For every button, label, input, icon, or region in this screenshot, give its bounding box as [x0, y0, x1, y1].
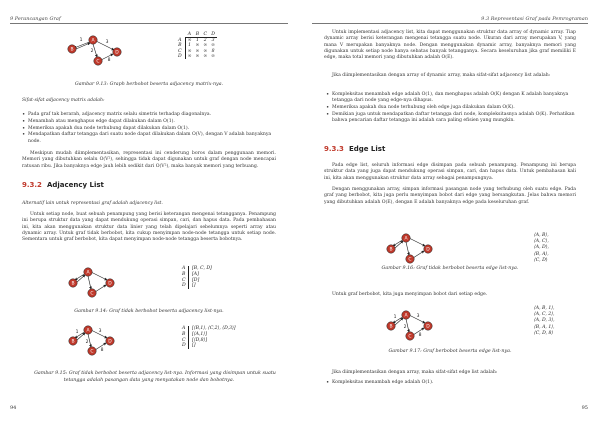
- weight-label: 1: [393, 315, 397, 320]
- paragraph: Jika diimplementasikan dengan array, maka sifat-sifat edge list adalah:: [332, 370, 498, 375]
- list-item: D []: [182, 343, 196, 349]
- node-d-label: D: [108, 281, 112, 287]
- node-b-label: B: [389, 247, 393, 253]
- paragraph: Dengan menggunakan array, simpan informasi pasangan node yang terhubung oleh suatu edge. Pada graf yang berbobot, kita juga perlu menyimpan bobot dari edge yang bersangkutan. Jelas bahwa memori yang dibutuhkan adalah O(E), dengan E adalah banyaknya edge pada keseluruhan graf.: [324, 187, 576, 205]
- node-c-label: C: [408, 257, 412, 263]
- edge-list-properties: [326, 380, 576, 387]
- list-item: A [B, C, D]: [182, 266, 212, 271]
- fig17-weighted-graph: [384, 305, 444, 347]
- node-a-label: A: [404, 313, 408, 319]
- list-item: ⟨A, B, 1⟩,: [534, 306, 555, 311]
- list-item: • Memeriksa apakah dua node terhubung oleh edge juga dilakukan dalam O(K).: [326, 105, 576, 111]
- matrix-col-header: A: [185, 32, 193, 38]
- fig13-weighted-graph: [64, 30, 134, 72]
- props-intro: Sifat-sifat adjacency matrix adalah:: [22, 98, 105, 103]
- weight-label: 2: [85, 340, 89, 345]
- list-item: A [⟨B,1⟩, ⟨C,2⟩, ⟨D,3⟩]: [182, 326, 236, 331]
- list-item: • Pada graf tak berarah, adjacency matrix selalu simetris terhadap diagonalnya.: [22, 112, 276, 118]
- node-c-label: C: [90, 291, 94, 297]
- weight-label: 8: [107, 58, 111, 63]
- right-header-rule: [312, 23, 588, 24]
- node-d-label: D: [426, 247, 430, 253]
- adjacency-matrix-properties: [22, 112, 276, 145]
- node-d-label: D: [426, 324, 430, 330]
- right-page-number: 95: [581, 405, 588, 411]
- fig15-caption-line1: Gambar 9.15: Graf tidak berbobot beserta adjacency list-nya. Informasi yang disimpan untuk suatu: [34, 371, 276, 376]
- fig16-edge-list: [534, 233, 549, 264]
- fig16-caption: Gambar 9.16: Graf tidak berbobot beserta edge list-nya.: [381, 266, 519, 271]
- list-item: C [⟨D,8⟩]: [182, 337, 208, 343]
- list-item: • Menambah atau menghapus edge dapat dilakukan dalam O(1).: [22, 119, 276, 125]
- section-heading-edge-list: 9.3.3 Edge List: [324, 145, 386, 153]
- node-a-label: A: [91, 38, 95, 44]
- section-heading-adjacency-list: 9.3.2 Adjacency List: [22, 181, 104, 189]
- alt-note: Alternatif lain untuk representasi graf adalah adjacency list.: [22, 201, 163, 206]
- fig14-adjacency-list: [182, 266, 212, 289]
- paragraph: Pada edge list, seluruh informasi edge disimpan pada sebuah penampung. Penampung ini berupa struktur data yang juga dapat mendukung operasi simpan, cari, dan hapus data. Untuk pembahasan kali ini, kita akan menggunakan struktur data array sebagai penampungnya.: [324, 163, 576, 181]
- node-d-label: D: [108, 339, 112, 345]
- list-item: ⟨A, C⟩,: [534, 239, 549, 245]
- node-b-label: B: [71, 339, 75, 345]
- matrix-col-header: D: [209, 32, 217, 38]
- matrix-row: B 1 ∞ ∞ ∞: [176, 43, 217, 48]
- paragraph: Jika diimplementasikan dengan array of dynamic array, maka sifat-sifat adjacency list adalah:: [332, 73, 551, 78]
- node-c-label: C: [408, 334, 412, 340]
- node-d-label: D: [115, 50, 119, 56]
- node-b-label: B: [71, 281, 75, 287]
- list-item: ⟨B, A, 1⟩,: [534, 324, 555, 330]
- list-item: ⟨B, A⟩,: [534, 251, 549, 257]
- left-page-number: 94: [10, 405, 17, 411]
- list-item: C [D]: [182, 277, 200, 283]
- weight-label: 1: [75, 330, 79, 335]
- list-item: B [⟨A,1⟩]: [182, 331, 207, 337]
- list-item: ⟨A, C, 2⟩,: [534, 312, 555, 318]
- left-running-header: 9 Perancangan Graf: [10, 16, 61, 22]
- weight-label: 1: [79, 38, 83, 43]
- list-item: • Kompleksitas menambah edge adalah O(1), dan menghapus adalah O(K) dengan K adalah banyaknya tetangga dari node yang edge-nya dihapus.: [326, 92, 576, 105]
- paragraph: Meskipun mudah diimplementasikan, representasi ini cenderung boros dalam penggunaan memori. Memori yang dibutuhkan selalu O(V²), sehingga tidak dapat digunakan untuk graf dengan node mencapai ratusan ribu. Jika banyaknya edge jauh lebih sedikit dari O(V²), maka banyak memori yang terbuang.: [22, 151, 276, 169]
- list-item: ⟨A, D⟩,: [534, 245, 549, 251]
- right-running-header: 9.3 Representasi Graf pada Pemrograman: [481, 16, 588, 22]
- matrix-row: D ∞ ∞ ∞ ∞: [178, 53, 215, 59]
- paragraph: Untuk graf berbobot, kita juga menyimpan bobot dari setiap edge.: [332, 292, 488, 297]
- weight-label: 8: [418, 333, 422, 338]
- fig15-caption-line2: tetangga adalah pasangan data yang menyatakan node dan bobotnya.: [63, 378, 235, 383]
- matrix-row: C ∞ ∞ ∞ 8: [176, 48, 217, 53]
- list-item: • Kompleksitas menambah edge adalah O(1).: [326, 380, 576, 386]
- weight-label: 3: [416, 314, 420, 319]
- node-b-label: B: [70, 47, 74, 53]
- list-item: • Demikian juga untuk mendapatkan daftar tetangga dari node, kompleksitasnya adalah O(K). Perhatikan bahwa pencarian daftar tetangga ini adalah cara paling efisien yang mungkin.: [326, 112, 576, 125]
- list-item: • Memeriksa apakah dua node terhubung dapat dilakukan dalam O(1).: [22, 126, 276, 132]
- node-a-label: A: [86, 270, 90, 276]
- list-item: ⟨A, B⟩,: [534, 233, 549, 238]
- list-item: ⟨C, D⟩: [534, 257, 548, 263]
- weight-label: 3: [98, 329, 102, 334]
- list-item: B [A]: [182, 271, 199, 277]
- node-c-label: C: [90, 349, 94, 355]
- fig15-adjacency-list: [182, 326, 236, 349]
- paragraph: Untuk implementasi adjacency list, kita dapat menggunakan struktur data array of dynamic array. Tiap dynamic array berisi keterangan mengenai tetangga suatu node. Ukuran dari array merupakan V, yang mana V merupakan banyaknya node. Dengan menggunakan dynamic array, banyaknya memori yang digunakan untuk setiap node hanya sebatas banyak tetangganya. Secara keseluruhan jika graf memiliki E edge, maka total memori yang dibutuhkan adalah O(E).: [324, 30, 576, 61]
- fig13-caption: Gambar 9.13: Graph berbobot beserta adjacency matrix-nya.: [74, 82, 224, 87]
- matrix-col-header: C: [201, 32, 209, 38]
- list-item: • Mendapatkan daftar tetangga dari suatu node dapat dilakukan dalam O(V), dengan V adalah banyaknya node.: [22, 132, 276, 145]
- list-item: ⟨C, D, 8⟩: [534, 330, 554, 336]
- fig14-unweighted-graph: [66, 262, 126, 304]
- adjacency-matrix: [176, 32, 217, 59]
- weight-label: 8: [100, 348, 104, 353]
- node-b-label: B: [389, 324, 393, 330]
- matrix-col-header: B: [194, 32, 202, 38]
- matrix-row: A ∞ 1 2 3: [176, 38, 217, 44]
- node-a-label: A: [404, 236, 408, 242]
- weight-label: 3: [105, 40, 109, 45]
- fig14-caption: Gambar 9.14: Graf tidak berbobot beserta adjacency list-nya.: [74, 309, 224, 314]
- fig17-edge-list: [534, 306, 555, 337]
- list-item: ⟨A, D, 3⟩,: [534, 318, 555, 324]
- adjacency-list-properties: [326, 92, 576, 125]
- paragraph: Untuk setiap node, buat sebuah penampung yang berisi keterangan mengenai tetangganya. Penampung ini berupa struktur data yang dapat mendukung operasi simpan, cari, dan hapus data. Pada pembahasan ini, kita akan menggunakan struktur data linier yang telah dipelajari sebelumnya seperti array atau dynamic array. Untuk graf tidak berbobot, kita cukup menyimpan node-node tetangga untuk setiap node. Sementara untuk graf berbobot, kita dapat menyimpan node-node tetangga beserta bobotnya.: [22, 212, 276, 243]
- right-page: [300, 0, 600, 424]
- weight-label: 2: [90, 49, 94, 54]
- left-header-rule: [10, 23, 288, 24]
- node-c-label: C: [96, 59, 100, 65]
- weight-label: 2: [403, 325, 407, 330]
- fig17-caption: Gambar 9.17: Graf berbobot beserta edge list-nya.: [388, 349, 512, 354]
- fig15-weighted-graph: [66, 320, 126, 362]
- list-item: D []: [182, 283, 196, 289]
- fig16-unweighted-graph: [384, 228, 444, 270]
- node-a-label: A: [86, 328, 90, 334]
